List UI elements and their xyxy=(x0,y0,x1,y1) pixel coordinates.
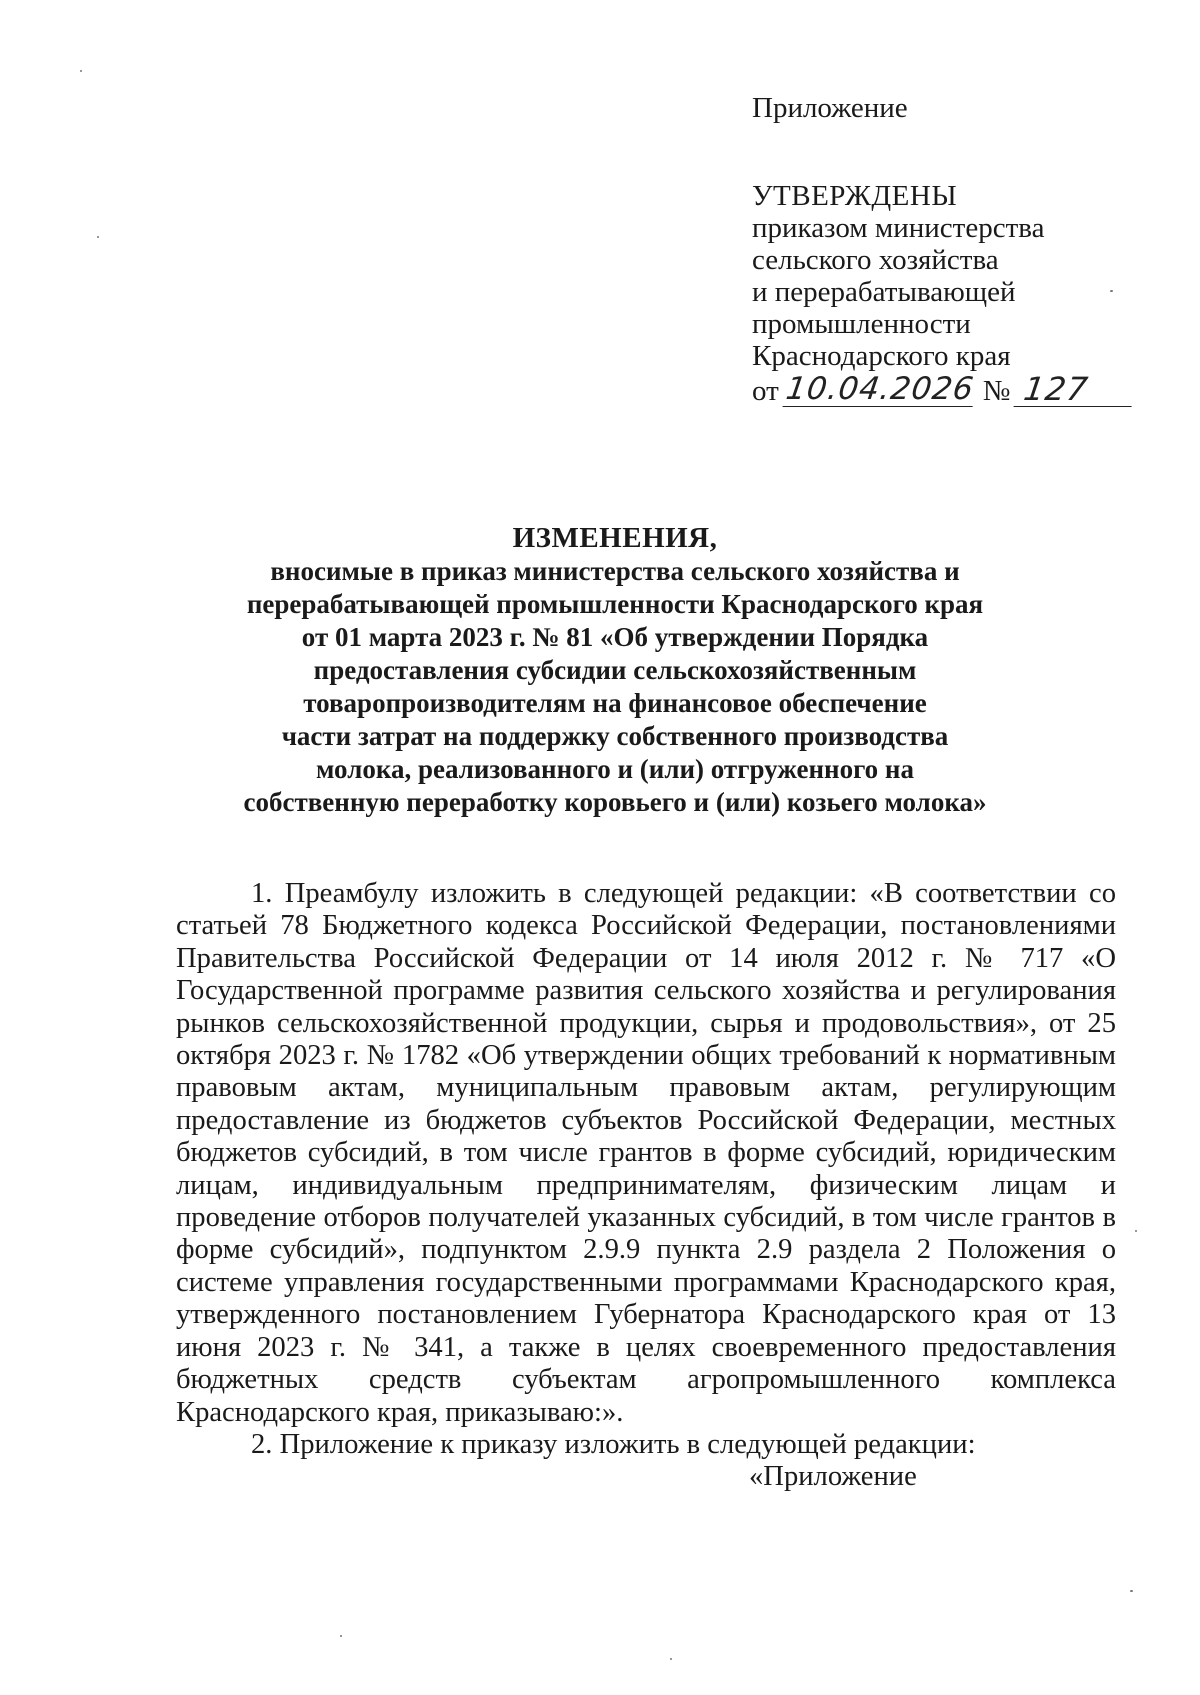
heading-line: вносимые в приказ министерства сельского хозяйства и xyxy=(270,556,960,586)
scan-speck xyxy=(670,1658,672,1660)
heading-line: от 01 марта 2023 г. № 81 «Об утверждении Порядка xyxy=(301,622,929,652)
heading-title: ИЗМЕНЕНИЯ, xyxy=(512,522,718,554)
scan-speck xyxy=(1135,1230,1137,1232)
handwritten-date: 10.04.2026 xyxy=(783,371,977,407)
approval-line: и перерабатывающей xyxy=(752,276,1016,308)
scan-speck xyxy=(97,236,99,238)
heading-line: перерабатывающей промышленности Краснодарского края xyxy=(246,589,984,619)
heading-line: собственную переработку коровьего и (или) козьего молока» xyxy=(243,787,987,817)
approved-title: УТВЕРЖДЕНЫ xyxy=(752,180,958,212)
scan-speck xyxy=(1110,290,1113,292)
handwritten-number: 127 xyxy=(1014,372,1137,407)
approval-line: Краснодарского края xyxy=(752,340,1011,372)
number-sign: № xyxy=(982,375,1011,407)
attachment-label: Приложение xyxy=(752,92,908,124)
heading-line: молока, реализованного и (или) отгруженного на xyxy=(316,754,914,784)
heading-line: предоставления субсидии сельскохозяйственным xyxy=(313,655,917,685)
scan-speck xyxy=(1130,1590,1133,1592)
document-body xyxy=(176,878,1116,1494)
approval-line: приказом министерства xyxy=(752,212,1045,244)
document-heading xyxy=(180,522,1050,819)
closing-attachment-label: «Приложение xyxy=(749,1461,917,1493)
scan-speck xyxy=(340,1635,342,1637)
heading-line: части затрат на поддержку собственного производства xyxy=(281,721,949,751)
heading-line: товаропроизводителям на финансовое обеспечение xyxy=(303,688,927,718)
body-paragraph-1: 1. Преамбулу изложить в следующей редакции: «В соответствии со статьей 78 Бюджетного кодекса Российской Федерации, постановлениями Правительства Российской Федерации от 14 июля 2012 г. № 717 «О Государственной программе развития сельского хозяйства и регулирования рынков сельскохозяйственной продукции, сырья и продовольствия», от 25 октября 2023 г. № 1782 «Об утверждении общих требований к нормативным правовым актам, муниципальным правовым актам, регулирующим предоставление из бюджетов субъектов Российской Федерации, местных бюджетов субсидий, в том числе грантов в форме субсидий, юридическим лицам, индивидуальным предпринимателям, физическим лицам и проведение отборов получателей указанных субсидий, в том числе грантов в форме субсидий», подпунктом 2.9.9 пункта 2.9 раздела 2 Положения о системе управления государственными программами Краснодарского края, утвержденного постановлением Губернатора Краснодарского края от 13 июня 2023 г. № 341, а также в целях своевременного предоставления бюджетных средств субъектам агропромышленного комплекса Краснодарского края, приказываю:». xyxy=(176,878,1116,1428)
approval-block xyxy=(752,92,1152,407)
scan-speck xyxy=(80,70,82,72)
date-prefix: от xyxy=(752,375,779,407)
date-number-line xyxy=(752,372,1152,407)
approval-line: сельского хозяйства xyxy=(752,244,999,276)
approval-line: промышленности xyxy=(752,308,971,340)
body-paragraph-2: 2. Приложение к приказу изложить в следующей редакции: xyxy=(251,1428,976,1460)
